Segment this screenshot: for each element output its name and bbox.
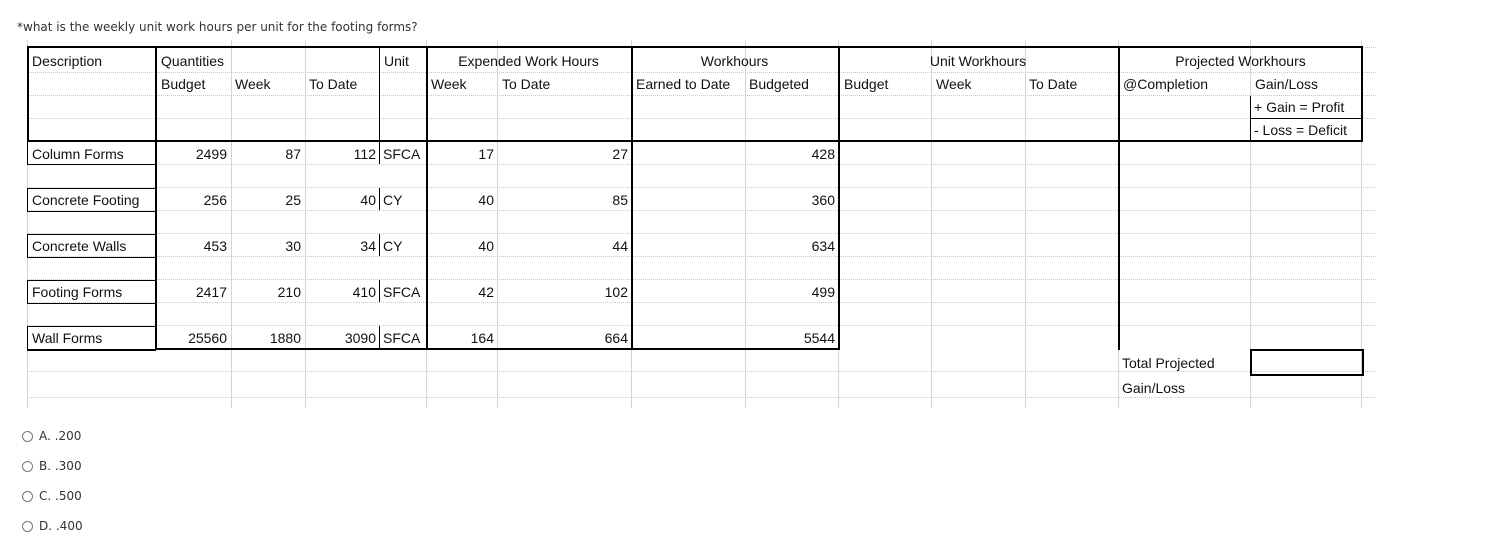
- header-expended-week: Week: [431, 76, 467, 92]
- header-projected-workhours: Projected Workhours: [1175, 53, 1306, 69]
- question-text: *what is the weekly unit work hours per unit for the footing forms?: [17, 20, 418, 34]
- header-gain-loss: Gain/Loss: [1255, 76, 1319, 92]
- table-border: [631, 46, 633, 350]
- row-unit: SFCA: [383, 330, 421, 346]
- radio-icon[interactable]: [22, 431, 33, 442]
- table-border: [838, 46, 840, 350]
- table-border: [1250, 118, 1361, 119]
- header-unit-budget: Budget: [844, 76, 889, 92]
- table-border: [27, 46, 1363, 48]
- grid-line: [27, 187, 1376, 188]
- row-description: Wall Forms: [32, 330, 103, 346]
- grid-line: [27, 302, 1376, 303]
- option-label: D. .400: [39, 519, 83, 533]
- row-unit: CY: [383, 192, 403, 208]
- row-budgeted: 634: [811, 238, 835, 254]
- row-budgeted: 499: [811, 284, 835, 300]
- row-expended-to-date: 102: [604, 284, 628, 300]
- row-description: Concrete Walls: [32, 238, 127, 254]
- grid-line: [27, 371, 1376, 372]
- row-expended-to-date: 85: [612, 192, 628, 208]
- header-unit-to-date: To Date: [1029, 76, 1078, 92]
- header-week: Week: [235, 76, 271, 92]
- row-to-date: 112: [353, 146, 376, 162]
- answer-options: [22, 421, 83, 541]
- radio-icon[interactable]: [22, 521, 33, 532]
- grid-line: [27, 118, 1376, 119]
- total-projected-label: Total Projected: [1122, 355, 1215, 371]
- row-budgeted: 360: [811, 192, 835, 208]
- row-to-date: 3090: [344, 330, 376, 346]
- total-gain-loss-label: Gain/Loss: [1122, 380, 1186, 396]
- row-expended-to-date: 664: [604, 330, 628, 346]
- row-budget: 453: [203, 238, 227, 254]
- row-expended-week: 164: [470, 330, 494, 346]
- grid-line: [27, 95, 1376, 96]
- option-a[interactable]: [22, 421, 83, 451]
- radio-icon[interactable]: [22, 461, 33, 472]
- table-border: [27, 46, 29, 142]
- row-expended-week: 42: [478, 284, 494, 300]
- header-description: Description: [32, 53, 103, 69]
- row-to-date: 34: [360, 238, 376, 254]
- table-border: [1361, 46, 1363, 142]
- header-unit-week: Week: [936, 76, 972, 92]
- table-border: [155, 348, 838, 350]
- row-expended-to-date: 27: [612, 146, 628, 162]
- grid-line: [27, 325, 1376, 326]
- row-description: Concrete Footing: [32, 192, 140, 208]
- row-week: 1880: [269, 330, 301, 346]
- option-label: B. .300: [39, 459, 82, 473]
- grid-line: [27, 210, 1376, 211]
- row-week: 87: [285, 146, 301, 162]
- header-loss-deficit: - Loss = Deficit: [1254, 122, 1347, 138]
- option-d[interactable]: [22, 511, 83, 541]
- grid-line: [27, 279, 1376, 280]
- header-unit-workhours: Unit Workhours: [929, 53, 1027, 69]
- row-to-date: 40: [360, 192, 376, 208]
- header-earned-to-date: Earned to Date: [636, 76, 731, 92]
- header-budget: Budget: [161, 76, 206, 92]
- row-budget: 256: [203, 192, 227, 208]
- radio-icon[interactable]: [22, 491, 33, 502]
- option-label: C. .500: [39, 489, 82, 503]
- row-budget: 2499: [195, 146, 227, 162]
- row-expended-to-date: 44: [612, 238, 628, 254]
- grid-line: [27, 72, 1376, 73]
- row-expended-week: 40: [478, 192, 494, 208]
- option-label: A. .200: [39, 429, 82, 443]
- row-unit: CY: [383, 238, 403, 254]
- option-c[interactable]: [22, 481, 83, 511]
- row-budget: 25560: [188, 330, 227, 346]
- total-gain-loss-box: [1250, 349, 1364, 376]
- table-border: [379, 46, 380, 142]
- row-week: 210: [277, 284, 301, 300]
- grid-line: [27, 397, 1376, 398]
- header-quantities: Quantities: [161, 53, 225, 69]
- header-to-date: To Date: [309, 76, 358, 92]
- table-border: [1118, 46, 1120, 350]
- table-border: [27, 140, 1363, 142]
- row-budgeted: 428: [811, 146, 835, 162]
- row-budget: 2417: [195, 284, 227, 300]
- row-unit: SFCA: [383, 146, 421, 162]
- grid-line: [27, 164, 1376, 165]
- row-expended-week: 40: [478, 238, 494, 254]
- row-description: Footing Forms: [32, 284, 123, 300]
- row-description: Column Forms: [32, 146, 124, 162]
- row-week: 30: [285, 238, 301, 254]
- header-workhours: Workhours: [700, 53, 769, 69]
- grid-line: [27, 233, 1376, 234]
- header-at-completion: @Completion: [1123, 76, 1209, 92]
- header-gain-profit: + Gain = Profit: [1254, 99, 1345, 115]
- header-expended-to-date: To Date: [502, 76, 551, 92]
- row-unit: SFCA: [383, 284, 421, 300]
- option-b[interactable]: [22, 451, 83, 481]
- header-budgeted: Budgeted: [749, 76, 809, 92]
- row-expended-week: 17: [478, 146, 494, 162]
- row-budgeted: 5544: [803, 330, 835, 346]
- header-expended-work-hours: Expended Work Hours: [458, 53, 599, 69]
- row-week: 25: [285, 192, 301, 208]
- header-unit: Unit: [384, 53, 409, 69]
- table-border: [1250, 96, 1251, 141]
- row-to-date: 410: [352, 284, 376, 300]
- grid-line: [27, 256, 1376, 257]
